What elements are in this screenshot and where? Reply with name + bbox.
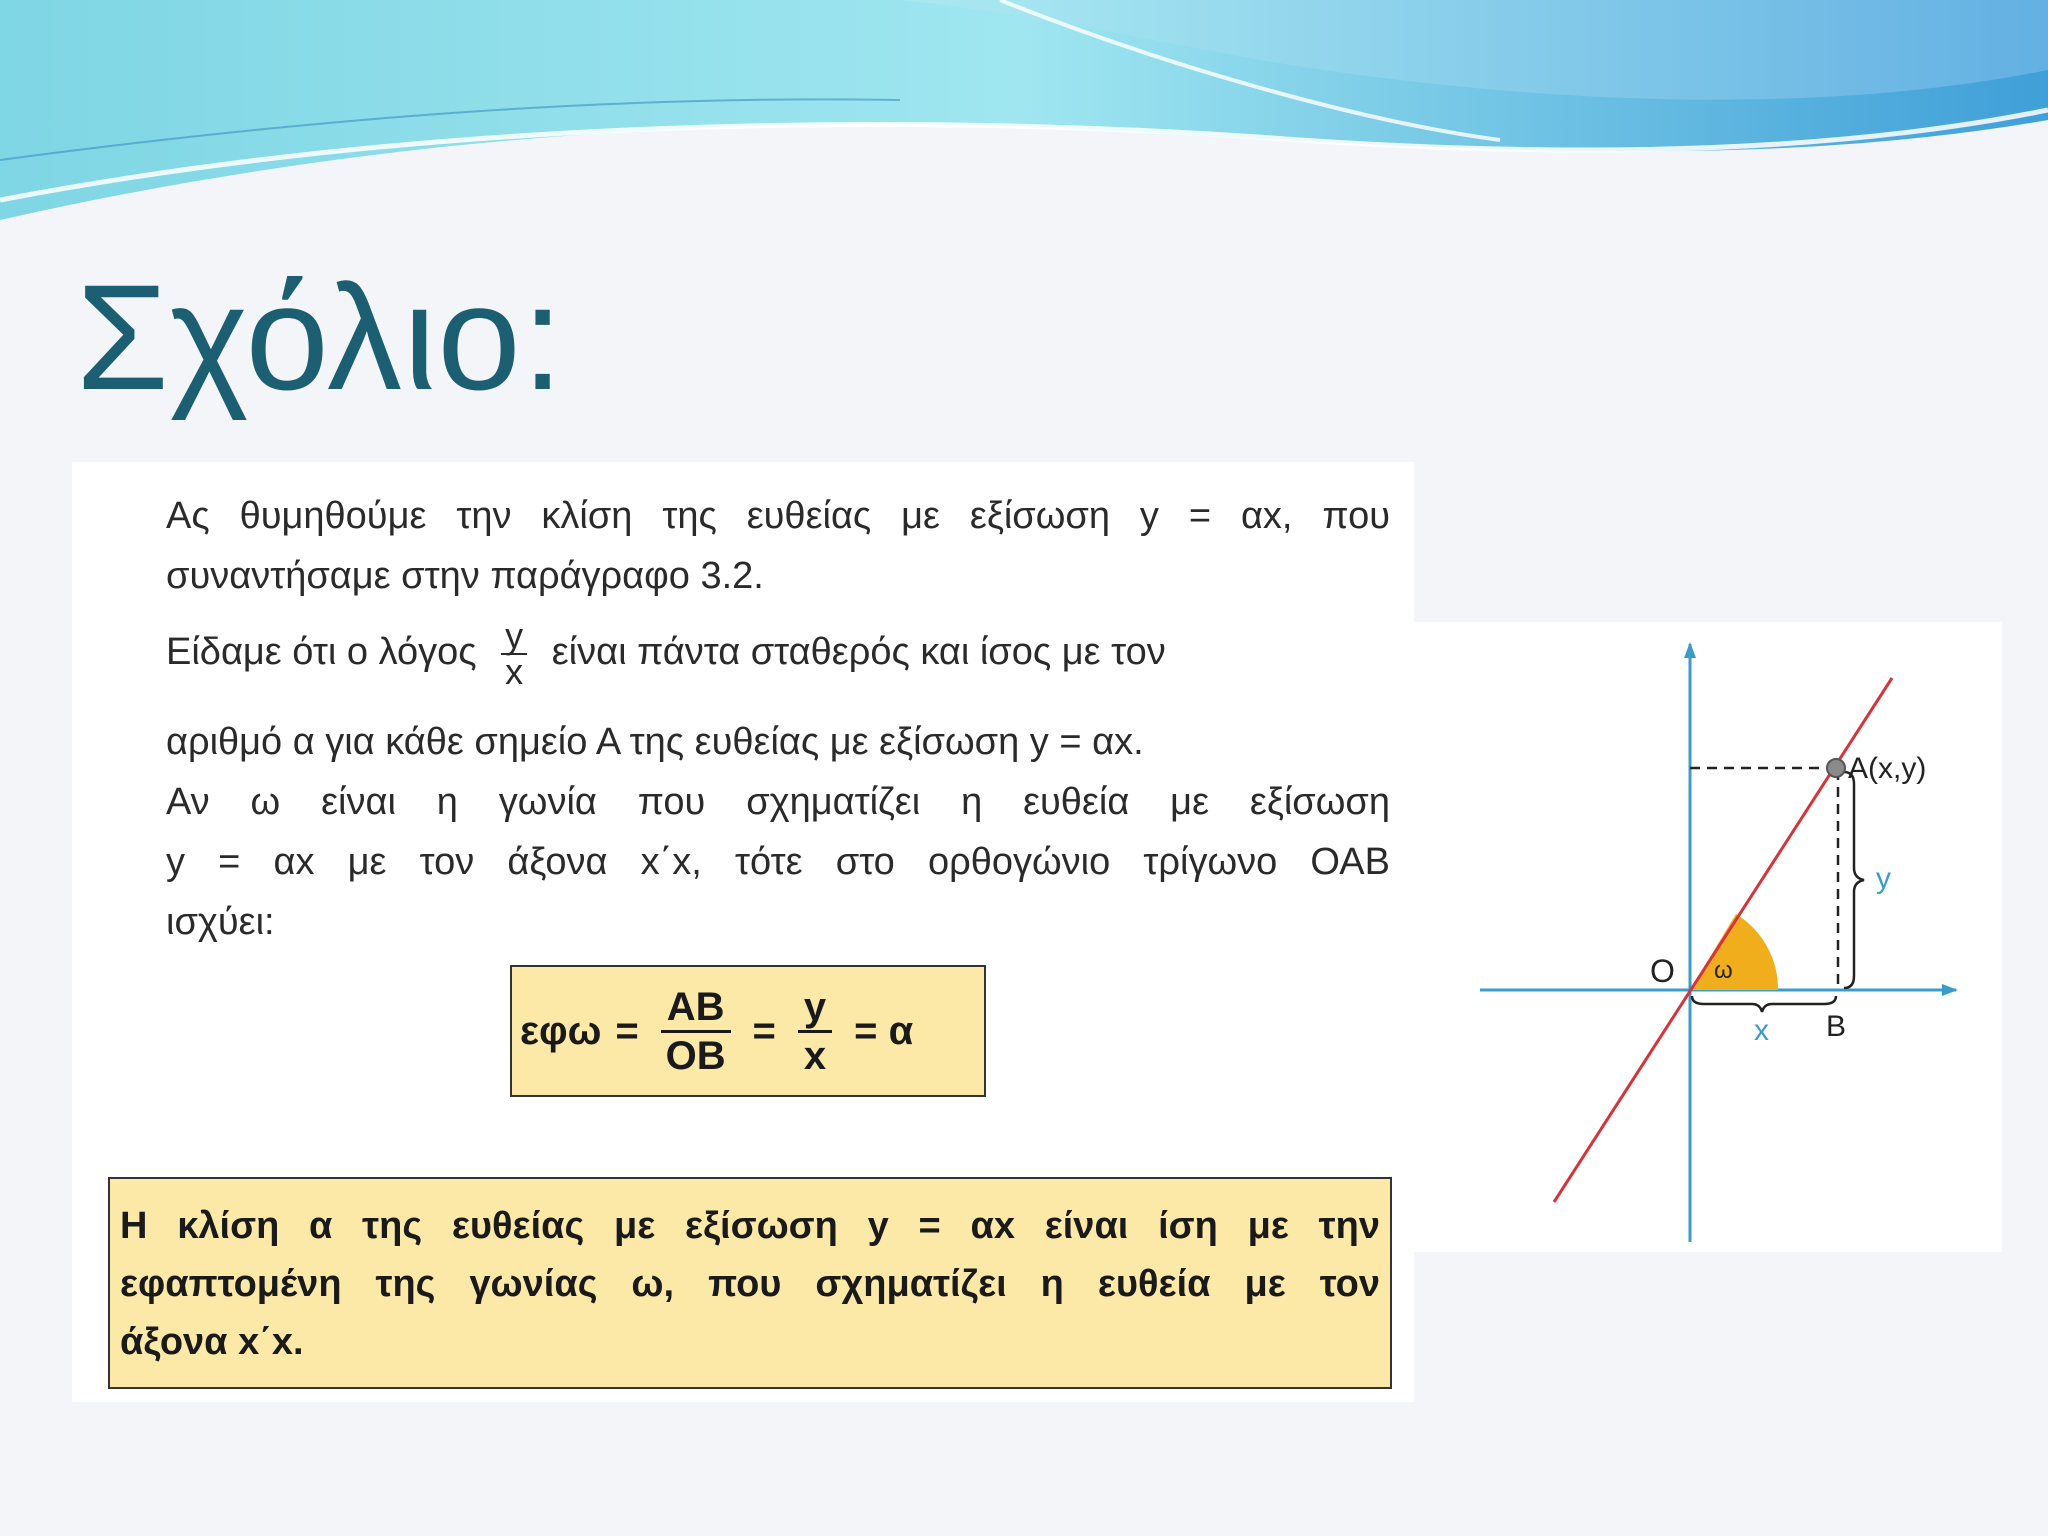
formula-fraction-ab-ob	[661, 984, 731, 1079]
label-origin: O	[1650, 953, 1675, 989]
header-wave-decoration	[0, 0, 2048, 240]
formula-fraction-y-x	[798, 984, 832, 1079]
formula-fraction-2-denominator: x	[803, 1033, 827, 1078]
slope-diagram	[1414, 622, 2002, 1252]
label-x: x	[1754, 1014, 1769, 1047]
formula-fraction-1-denominator: OB	[665, 1033, 726, 1078]
line-y-equals-ax	[1554, 678, 1892, 1202]
formula-equals-alpha: = α	[854, 1008, 914, 1053]
body-line-5: Αν ω είναι η γωνία που σχηματίζει η ευθεία με εξίσωση	[166, 781, 1390, 823]
rule-line-1: Η κλίση α της ευθείας με εξίσωση y = αx είναι ίση με την	[120, 1205, 1380, 1247]
body-line-2: συναντήσαμε στην παράγραφο 3.2.	[166, 555, 764, 597]
body-line-3-after: είναι πάντα σταθερός και ίσος με τον	[551, 631, 1166, 673]
slide-title: Σχόλιο:	[76, 253, 565, 421]
brace-x	[1692, 996, 1836, 1012]
ratio-fraction	[501, 614, 527, 692]
rule-box	[108, 1177, 1392, 1389]
body-line-4: αριθμό α για κάθε σημείο Α της ευθείας με εξίσωση y = αx.	[166, 721, 1144, 763]
formula-box	[510, 965, 986, 1097]
label-b: B	[1826, 1010, 1847, 1043]
body-line-3-before: Είδαμε ότι ο λόγος	[166, 631, 477, 673]
label-angle: ω	[1714, 957, 1733, 984]
label-y: y	[1876, 862, 1891, 895]
body-line-1: Ας θυμηθούμε την κλίση της ευθείας με εξίσωση y = αx, που	[166, 495, 1390, 537]
brace-y	[1844, 772, 1864, 988]
intro-paragraph	[166, 486, 1466, 606]
point-a	[1827, 759, 1845, 777]
formula-equals-2: =	[752, 1008, 776, 1053]
formula-lhs: εφω	[520, 1008, 602, 1053]
formula-fraction-1-numerator: AB	[661, 984, 731, 1033]
formula-equals-1: =	[615, 1008, 639, 1053]
label-point-a: A(x,y)	[1848, 752, 1927, 785]
rule-line-3: άξονα x΄x.	[120, 1321, 304, 1363]
body-line-3	[166, 612, 1466, 692]
ratio-fraction-denominator: x	[505, 650, 524, 692]
body-line-7: ισχύει:	[166, 901, 275, 943]
formula-fraction-2-numerator: y	[798, 984, 832, 1033]
ratio-paragraph	[166, 612, 1466, 692]
rule-line-2: εφαπτομένη της γωνίας ω, που σχηματίζει η ευθεία με τον	[120, 1263, 1380, 1305]
angle-paragraph	[166, 712, 1466, 952]
ratio-fraction-numerator: y	[501, 619, 527, 655]
slope-diagram-panel	[1414, 622, 2002, 1252]
body-line-6: y = αx με τον άξονα x΄x, τότε στο ορθογώνιο τρίγωνο ΟΑΒ	[166, 841, 1390, 883]
